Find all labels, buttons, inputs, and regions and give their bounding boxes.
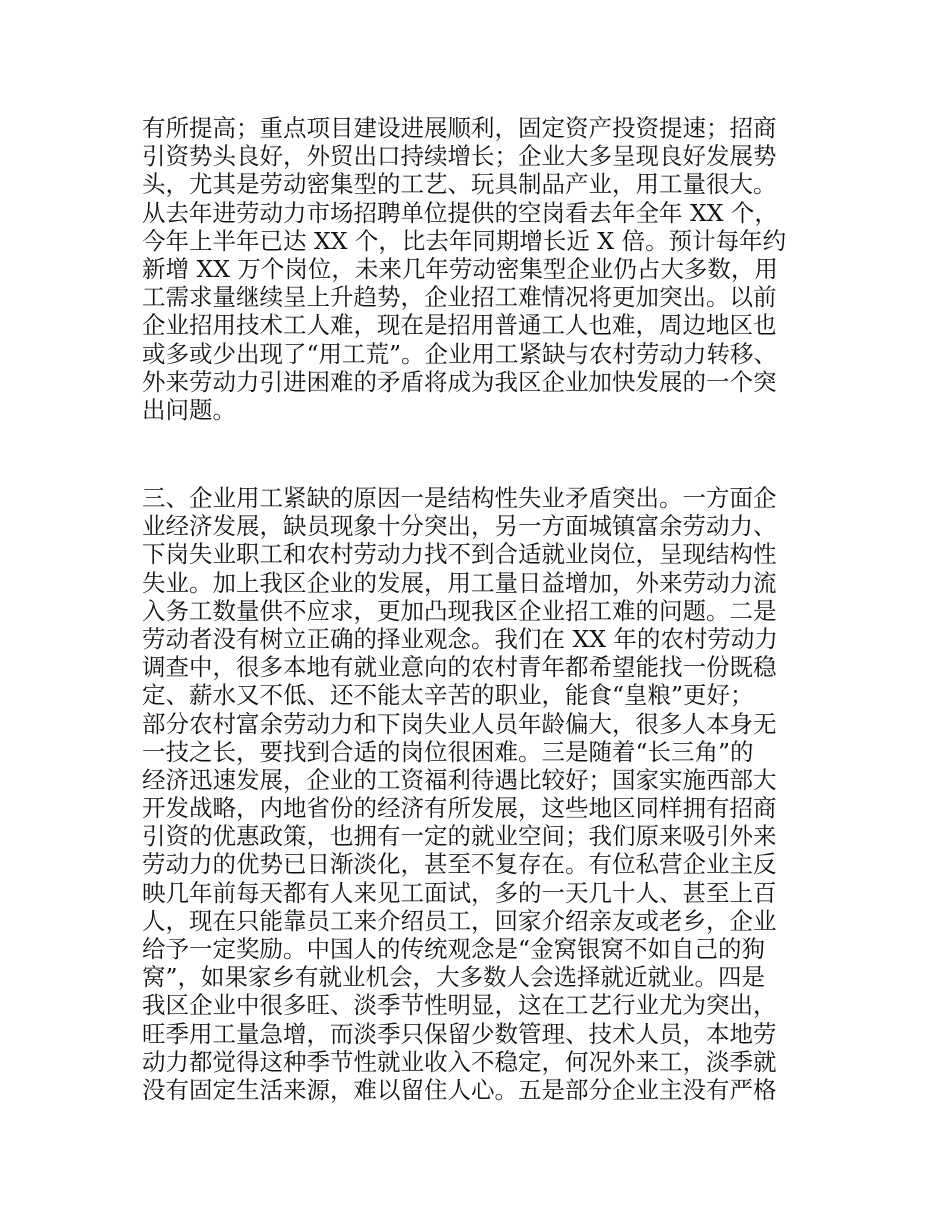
text-line: 开发战略，内地省份的经济有所发展，这些地区同样拥有招商 — [142, 794, 777, 823]
text-line: 没有固定生活来源，难以留住人心。五是部分企业主没有严格 — [142, 1075, 777, 1104]
text-line: 失业。加上我区企业的发展，用工量日益增加，外来劳动力流 — [142, 568, 777, 597]
paragraph-2 — [142, 484, 832, 1104]
text-line: 入务工数量供不应求，更加凸现我区企业招工难的问题。二是 — [142, 596, 777, 625]
text-line: 部分农村富余劳动力和下岗失业人员年龄偏大，很多人本身无 — [142, 709, 777, 738]
text-line: 给予一定奖励。中国人的传统观念是“金窝银窝不如自己的狗 — [142, 935, 766, 963]
text-line: 外来劳动力引进困难的矛盾将成为我区企业加快发展的一个突 — [142, 367, 777, 396]
text-line: 三、企业用工紧缺的原因一是结构性失业矛盾突出。一方面企 — [142, 484, 777, 512]
text-line: 或多或少出现了“用工荒”。企业用工紧缺与农村劳动力转移、 — [142, 339, 778, 368]
text-line: 窝”，如果家乡有就业机会，大多数人会选择就近就业。四是 — [142, 963, 766, 992]
text-line: 引资势头良好，外贸出口持续增长；企业大多呈现良好发展势 — [142, 142, 777, 171]
text-line: 从去年进劳动力市场招聘单位提供的空岗看去年全年 XX 个， — [142, 198, 778, 227]
text-line: 人，现在只能靠员工来介绍员工，回家介绍亲友或老乡，企业 — [142, 906, 777, 935]
text-line: 映几年前每天都有人来见工面试，多的一天几十人、甚至上百 — [142, 878, 777, 907]
text-line: 今年上半年已达 XX 个，比去年同期增长近 X 倍。预计每年约 — [142, 226, 787, 255]
text-line: 动力都觉得这种季节性就业收入不稳定，何况外来工，淡季就 — [142, 1047, 777, 1076]
text-line: 新增 XX 万个岗位，未来几年劳动密集型企业仍占大多数，用 — [142, 254, 778, 283]
text-line: 劳动力的优势已日渐淡化，甚至不复存在。有位私营企业主反 — [142, 850, 777, 879]
text-line: 调查中，很多本地有就业意向的农村青年都希望能找一份既稳 — [142, 653, 777, 682]
text-line: 企业招用技术工人难，现在是招用普通工人也难，周边地区也 — [142, 311, 777, 340]
text-line: 下岗失业职工和农村劳动力找不到合适就业岗位，呈现结构性 — [142, 540, 777, 569]
text-line: 我区企业中很多旺、淡季节性明显，这在工艺行业尤为突出， — [142, 991, 777, 1020]
text-line: 劳动者没有树立正确的择业观念。我们在 XX 年的农村劳动力 — [142, 624, 778, 653]
paragraph-1 — [142, 114, 832, 424]
text-line: 业经济发展，缺员现象十分突出，另一方面城镇富余劳动力、 — [142, 512, 777, 541]
text-line: 旺季用工量急增，而淡季只保留少数管理、技术人员，本地劳 — [142, 1019, 777, 1048]
text-line: 一技之长，要找到合适的岗位很困难。三是随着“长三角”的 — [142, 737, 754, 766]
text-line: 工需求量继续呈上升趋势，企业招工难情况将更加突出。以前 — [142, 283, 777, 312]
text-line: 头，尤其是劳动密集型的工艺、玩具制品产业，用工量很大。 — [142, 170, 777, 199]
text-line: 有所提高；重点项目建设进展顺利，固定资产投资提速；招商 — [142, 114, 777, 142]
text-line: 出问题。 — [142, 395, 236, 424]
text-line: 经济迅速发展，企业的工资福利待遇比较好；国家实施西部大 — [142, 765, 777, 794]
text-line: 定、薪水又不低、还不能太辛苦的职业，能食“皇粮”更好； — [142, 681, 754, 710]
text-line: 引资的优惠政策，也拥有一定的就业空间；我们原来吸引外来 — [142, 822, 777, 851]
